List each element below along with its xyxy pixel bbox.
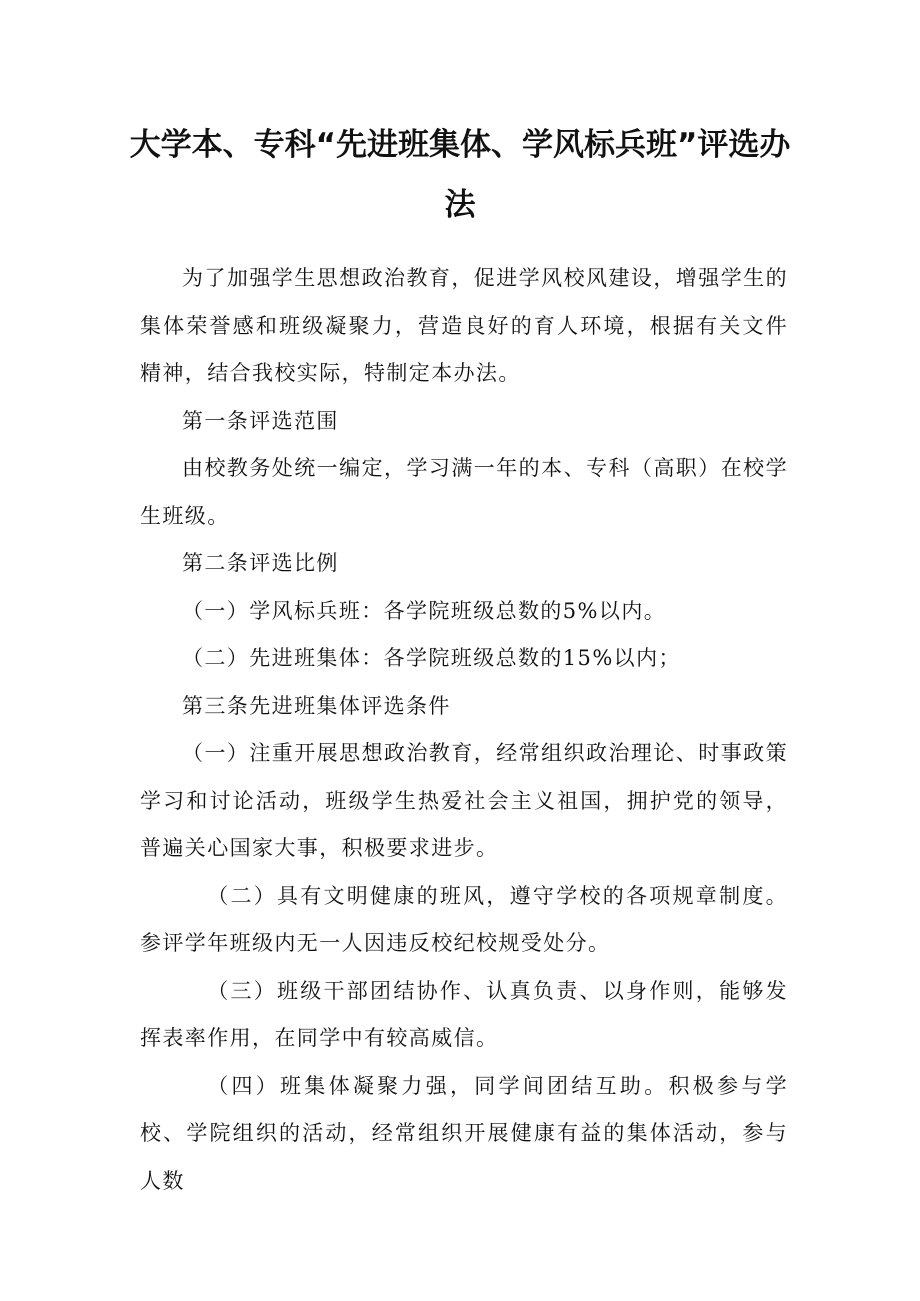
- section-heading-2: 第二条评选比例: [182, 551, 339, 575]
- criteria-item-2: （二）具有文明健康的班风，遵守学校的各项规章制度。参评学年班级内无一人因违反校纪校规受处分。: [140, 883, 788, 955]
- criteria-item-1: （一）注重开展思想政治教育，经常组织政治理论、时事政策学习和讨论活动，班级学生热爱社会主义祖国，拥护党的领导，普遍关心国家大事，积极要求进步。: [140, 741, 788, 860]
- paragraph-intro: 为了加强学生思想政治教育，促进学风校风建设，增强学生的集体荣誉感和班级凝聚力，营造良好的育人环境，根据有关文件精神，结合我校实际，特制定本办法。: [140, 266, 788, 385]
- criteria-item-3: （三）班级干部团结协作、认真负责、以身作则，能够发挥表率作用，在同学中有较高威信。: [140, 978, 788, 1050]
- list-item-ratio-2: （二）先进班集体：各学院班级总数的15%以内；: [182, 646, 681, 670]
- section-heading-3: 第三条先进班集体评选条件: [182, 693, 451, 718]
- criteria-item-4: （四）班集体凝聚力强，同学间团结互助。积极参与学校、学院组织的活动，经常组织开展健康有益的集体活动，参与人数: [140, 1073, 788, 1193]
- list-item-ratio-1: （一）学风标兵班：各学院班级总数的5%以内。: [182, 598, 667, 623]
- section-heading-1: 第一条评选范围: [182, 408, 339, 433]
- document-title: 大学本、专科“先进班集体、学风标兵班”评选办法: [129, 127, 791, 223]
- document-body: [140, 255, 788, 1205]
- paragraph-scope: 由校教务处统一编定，学习满一年的本、专科（高职）在校学生班级。: [140, 456, 788, 528]
